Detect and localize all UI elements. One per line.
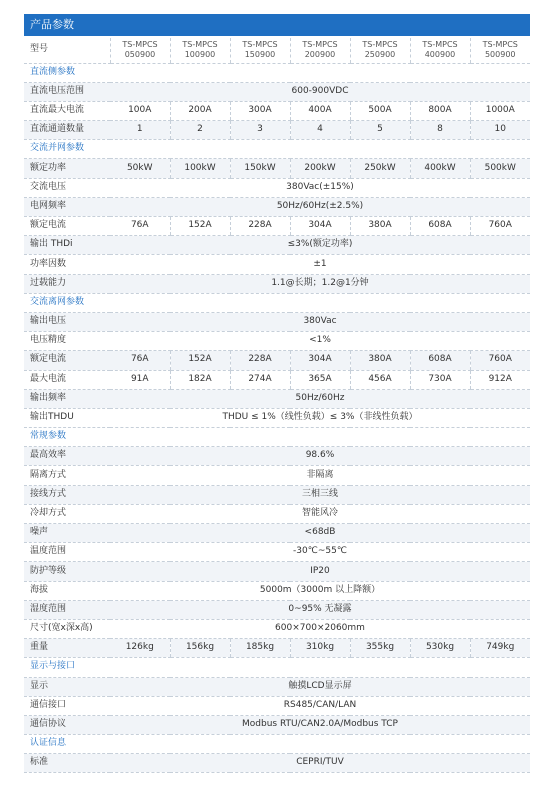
row-label: 通信协议 [24, 715, 110, 734]
row-value: 912A [470, 370, 530, 389]
row-value: 760A [470, 351, 530, 370]
row-value: 300A [230, 101, 290, 120]
row-label: 电网频率 [24, 197, 110, 216]
spec-row [24, 524, 530, 543]
row-label: 冷却方式 [24, 504, 110, 523]
row-value: 355kg [350, 639, 410, 658]
row-value: 600×700×2060mm [110, 619, 530, 638]
row-value: ≤3%(额定功率) [110, 236, 530, 255]
row-label: 输出THDU [24, 408, 110, 427]
row-value: 100kW [170, 159, 230, 178]
spec-row [24, 504, 530, 523]
row-label: 直流最大电流 [24, 101, 110, 120]
spec-row [24, 562, 530, 581]
section-header [24, 735, 530, 754]
section-title: 认证信息 [24, 735, 530, 754]
model-cell [170, 38, 230, 63]
row-label: 显示 [24, 677, 110, 696]
row-value: 380A [350, 351, 410, 370]
spec-row [24, 255, 530, 274]
row-value: 380Vac [110, 312, 530, 331]
model-series: TS-MPCS [122, 40, 158, 50]
section-title: 常规参数 [24, 428, 530, 447]
row-value: 500kW [470, 159, 530, 178]
row-label: 标准 [24, 754, 110, 773]
spec-row [24, 217, 530, 236]
row-value: 185kg [230, 639, 290, 658]
model-cell [110, 38, 170, 63]
section-title: 交流并网参数 [24, 140, 530, 159]
row-label: 额定电流 [24, 351, 110, 370]
section-header [24, 140, 530, 159]
spec-row [24, 466, 530, 485]
row-label: 隔离方式 [24, 466, 110, 485]
row-value: 800A [410, 101, 470, 120]
row-value: <68dB [110, 524, 530, 543]
row-value: RS485/CAN/LAN [110, 696, 530, 715]
spec-row [24, 370, 530, 389]
row-value: 152A [170, 351, 230, 370]
model-series: TS-MPCS [362, 40, 398, 50]
model-number: 200900 [304, 50, 336, 60]
row-value: 智能风冷 [110, 504, 530, 523]
model-series: TS-MPCS [242, 40, 278, 50]
row-label: 噪声 [24, 524, 110, 543]
row-value: 310kg [290, 639, 350, 658]
row-value: 152A [170, 217, 230, 236]
row-label: 型号 [24, 38, 110, 63]
model-number: 500900 [484, 50, 516, 60]
row-value: 380A [350, 217, 410, 236]
model-cell [410, 38, 470, 63]
row-value: 608A [410, 217, 470, 236]
model-series: TS-MPCS [422, 40, 458, 50]
spec-row [24, 754, 530, 773]
row-label: 过载能力 [24, 274, 110, 293]
row-value: 365A [290, 370, 350, 389]
row-value: 100A [110, 101, 170, 120]
row-label: 输出电压 [24, 312, 110, 331]
row-value: 608A [410, 351, 470, 370]
row-value: 76A [110, 217, 170, 236]
spec-row [24, 543, 530, 562]
section-header [24, 658, 530, 677]
spec-row [24, 389, 530, 408]
spec-row [24, 485, 530, 504]
spec-row [24, 408, 530, 427]
spec-row [24, 447, 530, 466]
spec-row [24, 677, 530, 696]
section-title: 显示与接口 [24, 658, 530, 677]
row-value: 304A [290, 351, 350, 370]
row-value: THDU ≤ 1%（线性负载）≤ 3%（非线性负载） [110, 408, 530, 427]
row-label: 重量 [24, 639, 110, 658]
row-value: 156kg [170, 639, 230, 658]
spec-row [24, 101, 530, 120]
row-label: 电压精度 [24, 332, 110, 351]
row-label: 防护等级 [24, 562, 110, 581]
row-value: 5 [350, 121, 410, 140]
row-label: 直流电压范围 [24, 82, 110, 101]
row-value: 304A [290, 217, 350, 236]
section-title: 直流侧参数 [24, 63, 530, 82]
row-value: 250kW [350, 159, 410, 178]
spec-row [24, 639, 530, 658]
row-value: 530kg [410, 639, 470, 658]
row-value: 274A [230, 370, 290, 389]
row-value: 760A [470, 217, 530, 236]
model-series: TS-MPCS [182, 40, 218, 50]
row-value: 200A [170, 101, 230, 120]
row-value: 0~95% 无凝露 [110, 600, 530, 619]
spec-row [24, 159, 530, 178]
model-cell [350, 38, 410, 63]
row-value: 98.6% [110, 447, 530, 466]
spec-row [24, 581, 530, 600]
row-label: 最高效率 [24, 447, 110, 466]
model-number: 150900 [244, 50, 276, 60]
row-label: 接线方式 [24, 485, 110, 504]
row-value: 730A [410, 370, 470, 389]
row-value: 三相三线 [110, 485, 530, 504]
row-value: 1 [110, 121, 170, 140]
spec-row [24, 351, 530, 370]
row-value: 380Vac(±15%) [110, 178, 530, 197]
row-value: 400A [290, 101, 350, 120]
spec-row [24, 600, 530, 619]
row-value: 200kW [290, 159, 350, 178]
row-label: 额定电流 [24, 217, 110, 236]
row-value: 8 [410, 121, 470, 140]
spec-row [24, 696, 530, 715]
model-series: TS-MPCS [482, 40, 518, 50]
section-title: 交流离网参数 [24, 293, 530, 312]
section-header [24, 428, 530, 447]
model-number: 250900 [364, 50, 396, 60]
row-value: 5000m（3000m 以上降额） [110, 581, 530, 600]
row-value: 91A [110, 370, 170, 389]
row-label: 海拔 [24, 581, 110, 600]
row-value: 456A [350, 370, 410, 389]
row-value: IP20 [110, 562, 530, 581]
model-cell [470, 38, 530, 63]
row-value: 76A [110, 351, 170, 370]
row-value: 4 [290, 121, 350, 140]
model-row [24, 38, 530, 63]
spec-row [24, 82, 530, 101]
row-value: 3 [230, 121, 290, 140]
row-label: 最大电流 [24, 370, 110, 389]
row-value: 600-900VDC [110, 82, 530, 101]
row-value: 228A [230, 351, 290, 370]
row-label: 直流通道数量 [24, 121, 110, 140]
model-cell [230, 38, 290, 63]
row-value: -30℃~55℃ [110, 543, 530, 562]
spec-row [24, 197, 530, 216]
row-value: ±1 [110, 255, 530, 274]
row-label: 尺寸(宽x深x高) [24, 619, 110, 638]
row-label: 输出 THDi [24, 236, 110, 255]
row-value: 150kW [230, 159, 290, 178]
model-series: TS-MPCS [302, 40, 338, 50]
section-header [24, 293, 530, 312]
row-label: 输出频率 [24, 389, 110, 408]
model-number: 400900 [424, 50, 456, 60]
row-value: CEPRI/TUV [110, 754, 530, 773]
spec-row [24, 274, 530, 293]
row-value: 50Hz/60Hz [110, 389, 530, 408]
row-label: 通信接口 [24, 696, 110, 715]
spec-row [24, 619, 530, 638]
spec-row [24, 715, 530, 734]
section-header [24, 63, 530, 82]
spec-row [24, 178, 530, 197]
row-label: 温度范围 [24, 543, 110, 562]
row-value: 1.1@长期；1.2@1分钟 [110, 274, 530, 293]
row-value: <1% [110, 332, 530, 351]
row-label: 交流电压 [24, 178, 110, 197]
row-value: 1000A [470, 101, 530, 120]
model-number: 100900 [184, 50, 216, 60]
spec-row [24, 312, 530, 331]
model-cell [290, 38, 350, 63]
spec-row [24, 236, 530, 255]
row-label: 功率因数 [24, 255, 110, 274]
row-value: 10 [470, 121, 530, 140]
spec-row [24, 332, 530, 351]
row-value: Modbus RTU/CAN2.0A/Modbus TCP [110, 715, 530, 734]
row-value: 500A [350, 101, 410, 120]
row-label: 额定功率 [24, 159, 110, 178]
spec-table [24, 38, 530, 773]
row-value: 非隔离 [110, 466, 530, 485]
spec-row [24, 121, 530, 140]
row-value: 2 [170, 121, 230, 140]
row-label: 湿度范围 [24, 600, 110, 619]
row-value: 182A [170, 370, 230, 389]
row-value: 749kg [470, 639, 530, 658]
model-number: 050900 [124, 50, 156, 60]
row-value: 50kW [110, 159, 170, 178]
row-value: 50Hz/60Hz(±2.5%) [110, 197, 530, 216]
row-value: 触摸LCD显示屏 [110, 677, 530, 696]
row-value: 400kW [410, 159, 470, 178]
page-title: 产品参数 [24, 14, 530, 36]
row-value: 126kg [110, 639, 170, 658]
row-value: 228A [230, 217, 290, 236]
